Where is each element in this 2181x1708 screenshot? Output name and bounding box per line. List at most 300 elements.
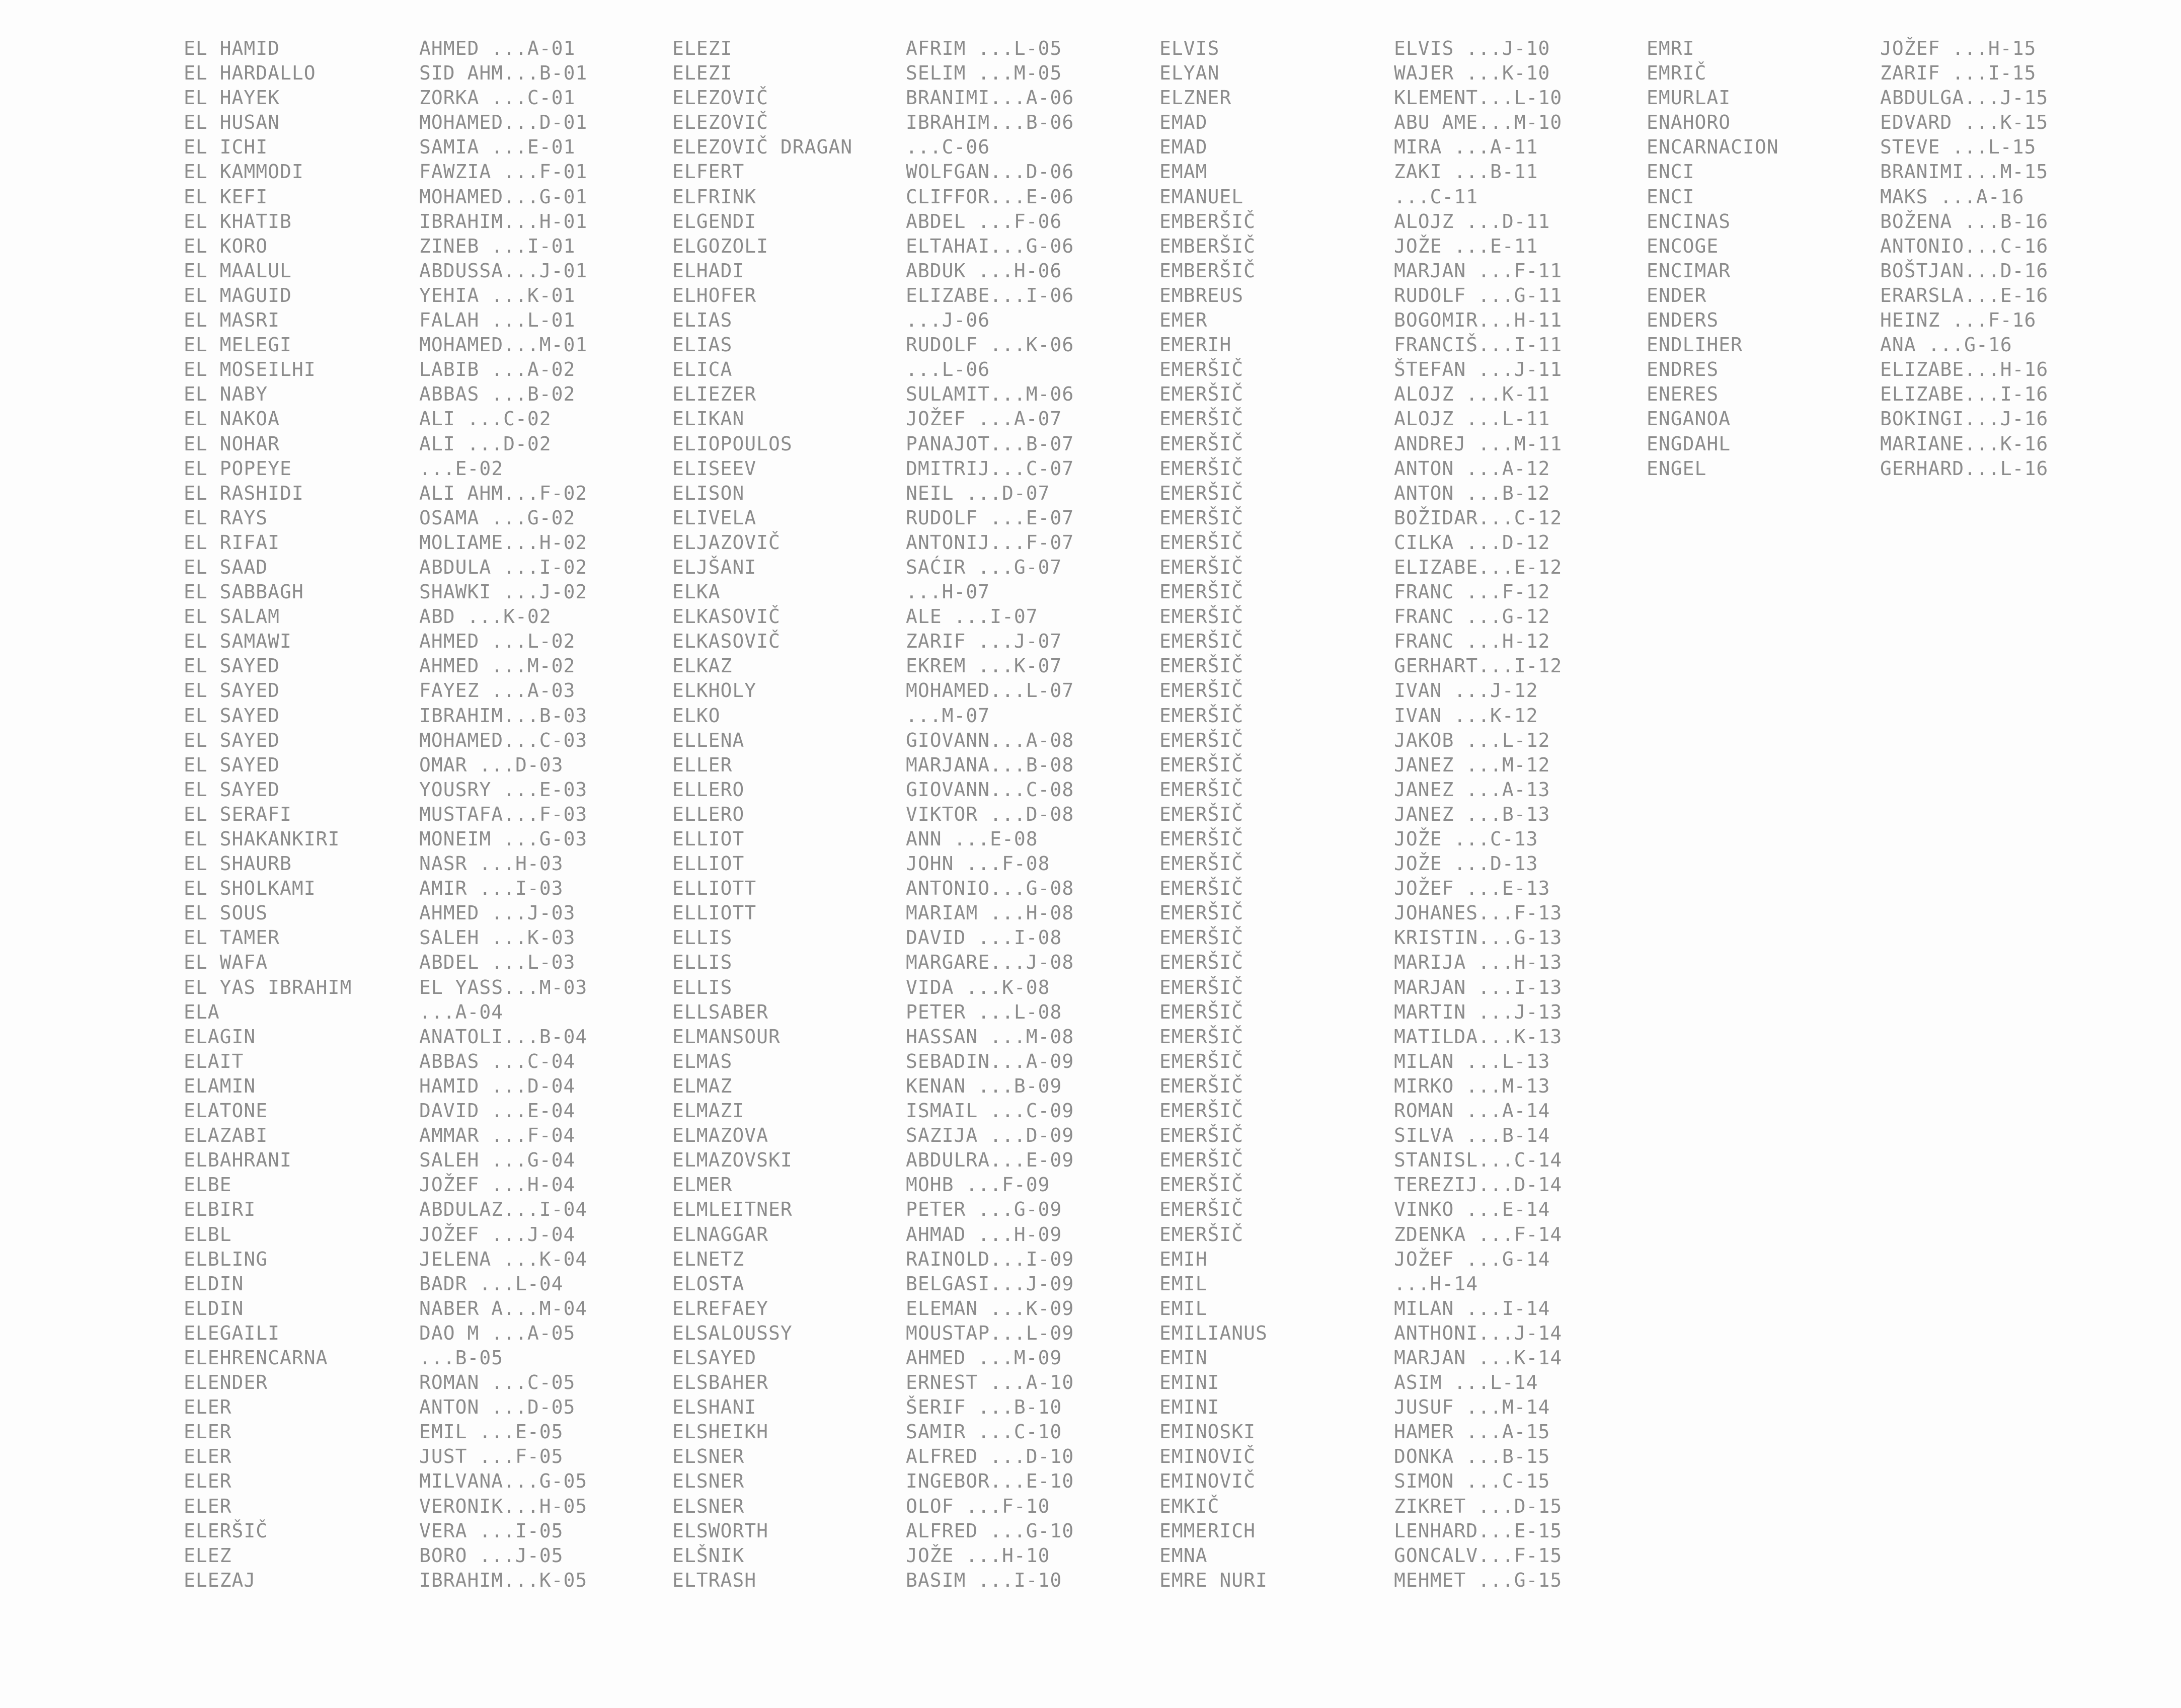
entry-cell: FRANC ...G-12 — [1394, 605, 1550, 628]
entry-cell: ELTAHAI...G-06 — [906, 235, 1074, 257]
surname-cell: EL KEFI — [184, 185, 268, 208]
entry-cell: ALOJZ ...L-11 — [1394, 408, 1550, 430]
surname-cell: ELTRASH — [672, 1569, 757, 1591]
surname-cell: EL MAALUL — [184, 259, 292, 282]
entry-cell: ANTON ...A-12 — [1394, 457, 1550, 480]
entry-cell: ELEMAN ...K-09 — [906, 1297, 1074, 1319]
surname-cell: ELA — [184, 1000, 220, 1023]
surname-cell: ELYAN — [1159, 62, 1220, 85]
surname-cell: ENDER — [1647, 284, 1707, 306]
entry-cell: DMITRIJ...C-07 — [906, 457, 1074, 480]
entry-cell: LENHARD...E-15 — [1394, 1519, 1563, 1542]
entry-cell: RAINOLD...I-09 — [906, 1248, 1074, 1270]
surname-cell: ELDIN — [184, 1272, 244, 1295]
surname-cell: ELJŠANI — [672, 556, 757, 578]
surname-cell: EMRE NURI — [1159, 1569, 1268, 1591]
entry-cell: MARJAN ...K-14 — [1394, 1346, 1563, 1369]
entry-cell: JUSUF ...M-14 — [1394, 1396, 1550, 1419]
surname-cell: EMERŠIČ — [1159, 951, 1244, 974]
entry-cell: JOŽE ...D-13 — [1394, 852, 1538, 875]
surname-cell: ELŠNIK — [672, 1544, 745, 1567]
surname-cell: EMAD — [1159, 111, 1208, 134]
entry-cell: AHMED ...L-02 — [419, 630, 576, 653]
entry-cell: HAMID ...D-04 — [419, 1074, 576, 1097]
surname-cell: ELMLEITNER — [672, 1198, 793, 1221]
entry-cell: AHMED ...A-01 — [419, 37, 576, 59]
surname-cell: ELICA — [672, 358, 733, 381]
surname-cell: EMAD — [1159, 136, 1208, 159]
entry-cell: MOHAMED...L-07 — [906, 679, 1074, 702]
entry-cell: ...H-14 — [1394, 1272, 1478, 1295]
surname-cell: EMAM — [1159, 161, 1208, 183]
entry-cell: ALI AHM...F-02 — [419, 482, 588, 504]
entry-cell: BOŠTJAN...D-16 — [1880, 259, 2049, 282]
surname-cell: EMRI — [1647, 37, 1695, 59]
surname-cell: EL TAMER — [184, 926, 280, 949]
surname-cell: ENGEL — [1647, 457, 1707, 480]
surname-cell: ELBL — [184, 1223, 232, 1246]
entry-cell: MONEIM ...G-03 — [419, 828, 588, 850]
entry-cell: ALOJZ ...K-11 — [1394, 383, 1550, 406]
entry-cell: BADR ...L-04 — [419, 1272, 564, 1295]
surname-cell: ELIVELA — [672, 506, 757, 529]
entry-cell: ALE ...I-07 — [906, 605, 1038, 628]
entry-cell: BASIM ...I-10 — [906, 1569, 1062, 1591]
entry-cell: MATILDA...K-13 — [1394, 1025, 1563, 1048]
entry-cell: ABDUSSA...J-01 — [419, 259, 588, 282]
surname-cell: ELLIOTT — [672, 902, 757, 924]
entry-cell: JOŽE ...E-11 — [1394, 235, 1538, 257]
entry-cell: JOŽEF ...H-04 — [419, 1174, 576, 1196]
surname-cell: EL MOSEILHI — [184, 358, 316, 381]
surname-cell: EL HARDALLO — [184, 62, 316, 85]
entry-cell: RUDOLF ...K-06 — [906, 334, 1074, 356]
surname-cell: EL WAFA — [184, 951, 268, 974]
entry-cell: ROMAN ...C-05 — [419, 1371, 576, 1394]
surname-cell: EMERŠIČ — [1159, 803, 1244, 825]
surname-cell: EL SHOLKAMI — [184, 877, 316, 900]
entry-cell: FAYEZ ...A-03 — [419, 679, 576, 702]
entry-cell: ELVIS ...J-10 — [1394, 37, 1550, 59]
entry-cell: ANN ...E-08 — [906, 828, 1038, 850]
entry-cell: BOŽENA ...B-16 — [1880, 210, 2049, 232]
entry-cell: ABDULRA...E-09 — [906, 1149, 1074, 1172]
entry-cell: SID AHM...B-01 — [419, 62, 588, 85]
entry-cell: MUSTAFA...F-03 — [419, 803, 588, 825]
entry-cell: ELIZABE...I-16 — [1880, 383, 2049, 406]
surname-cell: ELSWORTH — [672, 1519, 769, 1542]
entry-cell: AHMED ...M-09 — [906, 1346, 1062, 1369]
entry-cell: JOŽEF ...A-07 — [906, 408, 1062, 430]
entry-cell: KENAN ...B-09 — [906, 1074, 1062, 1097]
surname-cell: EMERŠIČ — [1159, 729, 1244, 751]
entry-cell: MOHAMED...G-01 — [419, 185, 588, 208]
entry-cell: CLIFFOR...E-06 — [906, 185, 1074, 208]
entry-cell: NABER A...M-04 — [419, 1297, 588, 1319]
entry-cell: SAZIJA ...D-09 — [906, 1124, 1074, 1147]
entry-cell: HAMER ...A-15 — [1394, 1421, 1550, 1443]
entry-cell: MOHAMED...M-01 — [419, 334, 588, 356]
entry-cell: AHMED ...M-02 — [419, 655, 576, 677]
entry-column-3 — [1394, 36, 1562, 1593]
surname-cell: ELEZAJ — [184, 1569, 256, 1591]
entry-cell: PETER ...G-09 — [906, 1198, 1062, 1221]
surname-cell: ELAIT — [184, 1050, 244, 1072]
entry-cell: ABDULGA...J-15 — [1880, 87, 2049, 109]
surname-cell: ELSHANI — [672, 1396, 757, 1419]
surname-cell: ELIAS — [672, 334, 733, 356]
entry-cell: PETER ...L-08 — [906, 1000, 1062, 1023]
surname-cell: EMERŠIČ — [1159, 852, 1244, 875]
surname-cell: ELIOPOULOS — [672, 432, 793, 455]
surname-cell: ELEZOVIČ — [672, 87, 769, 109]
entry-cell: AHMAD ...H-09 — [906, 1223, 1062, 1246]
entry-cell: JAKOB ...L-12 — [1394, 729, 1550, 751]
surname-cell: ELMANSOUR — [672, 1025, 781, 1048]
entry-cell: MOHAMED...D-01 — [419, 111, 588, 134]
entry-cell: JANEZ ...A-13 — [1394, 778, 1550, 801]
surname-cell: ELHADI — [672, 259, 745, 282]
surname-cell: EMERŠIČ — [1159, 877, 1244, 900]
surname-cell: ENDLIHER — [1647, 334, 1743, 356]
entry-cell: EKREM ...K-07 — [906, 655, 1062, 677]
entry-cell: GERHART...I-12 — [1394, 655, 1563, 677]
entry-cell: MOHB ...F-09 — [906, 1174, 1050, 1196]
entry-cell: OSAMA ...G-02 — [419, 506, 576, 529]
surname-cell: ELSNER — [672, 1495, 745, 1517]
entry-cell: RUDOLF ...E-07 — [906, 506, 1074, 529]
surname-cell: ELLIS — [672, 951, 733, 974]
surname-cell: ELLSABER — [672, 1000, 769, 1023]
surname-cell: EL SAYED — [184, 778, 280, 801]
surname-cell: ELSBAHER — [672, 1371, 769, 1394]
surname-column-4 — [1647, 36, 1779, 481]
entry-cell: IBRAHIM...H-01 — [419, 210, 588, 232]
entry-cell: ...B-05 — [419, 1346, 504, 1369]
entry-cell: ZAKI ...B-11 — [1394, 161, 1538, 183]
surname-cell: ELNAGGAR — [672, 1223, 769, 1246]
surname-cell: ELIAS — [672, 309, 733, 332]
entry-cell: INGEBOR...E-10 — [906, 1470, 1074, 1493]
surname-cell: EL HUSAN — [184, 111, 280, 134]
surname-cell: EL SAAD — [184, 556, 268, 578]
entry-cell: NEIL ...D-07 — [906, 482, 1050, 504]
entry-cell: IVAN ...K-12 — [1394, 704, 1538, 727]
entry-cell: SAĆIR ...G-07 — [906, 556, 1062, 578]
surname-cell: ELMAS — [672, 1050, 733, 1072]
entry-cell: ABDEL ...F-06 — [906, 210, 1062, 232]
entry-cell: FRANC ...H-12 — [1394, 630, 1550, 653]
surname-cell: ELMAZOVSKI — [672, 1149, 793, 1172]
surname-cell: EL SALAM — [184, 605, 280, 628]
entry-cell: ZIKRET ...D-15 — [1394, 1495, 1563, 1517]
surname-cell: EMERIH — [1159, 334, 1232, 356]
surname-column-2 — [672, 36, 852, 1593]
entry-cell: ALI ...C-02 — [419, 408, 552, 430]
entry-cell: BRANIMI...A-06 — [906, 87, 1074, 109]
entry-cell: IBRAHIM...K-05 — [419, 1569, 588, 1591]
entry-cell: RUDOLF ...G-11 — [1394, 284, 1563, 306]
entry-cell: GERHARD...L-16 — [1880, 457, 2049, 480]
entry-cell: DAO M ...A-05 — [419, 1322, 576, 1344]
surname-cell: EMNA — [1159, 1544, 1208, 1567]
entry-cell: PANAJOT...B-07 — [906, 432, 1074, 455]
surname-cell: ELSNER — [672, 1470, 745, 1493]
surname-cell: EMILIANUS — [1159, 1322, 1268, 1344]
surname-cell: ELKA — [672, 581, 721, 603]
surname-cell: EMIH — [1159, 1248, 1208, 1270]
entry-cell: ANA ...G-16 — [1880, 334, 2012, 356]
surname-cell: EL MELEGI — [184, 334, 292, 356]
entry-cell: MOHAMED...C-03 — [419, 729, 588, 751]
entry-cell: SELIM ...M-05 — [906, 62, 1062, 85]
entry-cell: ZORKA ...C-01 — [419, 87, 576, 109]
surname-cell: ELSAYED — [672, 1346, 757, 1369]
entry-cell: STANISL...C-14 — [1394, 1149, 1563, 1172]
entry-cell: YEHIA ...K-01 — [419, 284, 576, 306]
surname-cell: ELMAZOVA — [672, 1124, 769, 1147]
entry-cell: ALOJZ ...D-11 — [1394, 210, 1550, 232]
entry-cell: MAKS ...A-16 — [1880, 185, 2024, 208]
surname-cell: ELLER — [672, 753, 733, 776]
entry-cell: AMMAR ...F-04 — [419, 1124, 576, 1147]
surname-cell: ELLIS — [672, 926, 733, 949]
entry-cell: MEHMET ...G-15 — [1394, 1569, 1563, 1591]
entry-cell: ANTONIO...C-16 — [1880, 235, 2049, 257]
surname-cell: EMMERICH — [1159, 1519, 1256, 1542]
surname-cell: EL RASHIDI — [184, 482, 304, 504]
surname-cell: ELEHRENCARNA — [184, 1346, 328, 1369]
entry-cell: ABDULAZ...I-04 — [419, 1198, 588, 1221]
surname-cell: EMINOVIČ — [1159, 1445, 1256, 1468]
entry-cell: JOŽEF ...J-04 — [419, 1223, 576, 1246]
surname-cell: EL SHAKANKIRI — [184, 828, 340, 850]
surname-cell: EMBERŠIČ — [1159, 210, 1256, 232]
surname-cell: ELBIRI — [184, 1198, 256, 1221]
entry-cell: SALEH ...G-04 — [419, 1149, 576, 1172]
entry-cell: MILAN ...L-13 — [1394, 1050, 1550, 1072]
surname-cell: EMURLAI — [1647, 87, 1731, 109]
entry-cell: YOUSRY ...E-03 — [419, 778, 588, 801]
entry-column-2 — [906, 36, 1074, 1593]
entry-cell: ANATOLI...B-04 — [419, 1025, 588, 1048]
surname-cell: ELISON — [672, 482, 745, 504]
surname-cell: EL HAMID — [184, 37, 280, 59]
entry-cell: EDVARD ...K-15 — [1880, 111, 2049, 134]
entry-cell: ABDEL ...L-03 — [419, 951, 576, 974]
entry-cell: CILKA ...D-12 — [1394, 531, 1550, 554]
entry-cell: ELIZABE...I-06 — [906, 284, 1074, 306]
entry-cell: SEBADIN...A-09 — [906, 1050, 1074, 1072]
surname-cell: ELIEZER — [672, 383, 757, 406]
surname-cell: EL YAS IBRAHIM — [184, 976, 352, 998]
entry-cell: SIMON ...C-15 — [1394, 1470, 1550, 1493]
entry-cell: LABIB ...A-02 — [419, 358, 576, 381]
surname-cell: EMERŠIČ — [1159, 358, 1244, 381]
entry-cell: JOŽEF ...E-13 — [1394, 877, 1550, 900]
entry-cell: MILAN ...I-14 — [1394, 1297, 1550, 1319]
entry-cell: DAVID ...I-08 — [906, 926, 1062, 949]
entry-cell: ANDREJ ...M-11 — [1394, 432, 1563, 455]
surname-cell: EMBERŠIČ — [1159, 235, 1256, 257]
surname-cell: EMERŠIČ — [1159, 778, 1244, 801]
surname-cell: ELAZABI — [184, 1124, 268, 1147]
entry-cell: ANTHONI...J-14 — [1394, 1322, 1563, 1344]
entry-cell: STEVE ...L-15 — [1880, 136, 2037, 159]
surname-cell: EMERŠIČ — [1159, 581, 1244, 603]
entry-cell: ABBAS ...B-02 — [419, 383, 576, 406]
entry-cell: EL YASS...M-03 — [419, 976, 588, 998]
entry-cell: VIDA ...K-08 — [906, 976, 1050, 998]
entry-cell: TEREZIJ...D-14 — [1394, 1174, 1563, 1196]
surname-cell: ELHOFER — [672, 284, 757, 306]
entry-cell: AMIR ...I-03 — [419, 877, 564, 900]
surname-cell: ELFERT — [672, 161, 745, 183]
surname-cell: EMERŠIČ — [1159, 926, 1244, 949]
surname-cell: ENCI — [1647, 161, 1695, 183]
entry-cell: ...J-06 — [906, 309, 990, 332]
surname-cell: ENDERS — [1647, 309, 1719, 332]
surname-cell: ELFRINK — [672, 185, 757, 208]
entry-cell: ...E-02 — [419, 457, 504, 480]
surname-cell: ELEZ — [184, 1544, 232, 1567]
entry-cell: ERARSLA...E-16 — [1880, 284, 2049, 306]
entry-cell: SALEH ...K-03 — [419, 926, 576, 949]
surname-cell: ELVIS — [1159, 37, 1220, 59]
surname-cell: ELKO — [672, 704, 721, 727]
surname-cell: EMERŠIČ — [1159, 408, 1244, 430]
surname-cell: ELIKAN — [672, 408, 745, 430]
entry-cell: ZARIF ...J-07 — [906, 630, 1062, 653]
entry-cell: ABBAS ...C-04 — [419, 1050, 576, 1072]
surname-cell: EMINOVIČ — [1159, 1470, 1256, 1493]
surname-cell: ELKASOVIČ — [672, 605, 781, 628]
entry-cell: MOUSTAP...L-09 — [906, 1322, 1074, 1344]
surname-cell: EL SOUS — [184, 902, 268, 924]
entry-cell: FRANC ...F-12 — [1394, 581, 1550, 603]
entry-cell: ...M-07 — [906, 704, 990, 727]
surname-cell: EL KORO — [184, 235, 268, 257]
surname-column-3 — [1159, 36, 1268, 1593]
surname-cell: EMRIČ — [1647, 62, 1707, 85]
surname-cell: EMERŠIČ — [1159, 1149, 1244, 1172]
entry-cell: MIRA ...A-11 — [1394, 136, 1538, 159]
surname-cell: EMERŠIČ — [1159, 482, 1244, 504]
entry-cell: FRANCIŠ...I-11 — [1394, 334, 1563, 356]
surname-cell: EL NAKOA — [184, 408, 280, 430]
entry-cell: FAWZIA ...F-01 — [419, 161, 588, 183]
surname-cell: ELMAZI — [672, 1100, 745, 1122]
surname-cell: ELER — [184, 1421, 232, 1443]
surname-cell: ELLIOTT — [672, 877, 757, 900]
entry-cell: SHAWKI ...J-02 — [419, 581, 588, 603]
surname-cell: ELER — [184, 1396, 232, 1419]
surname-cell: ELZNER — [1159, 87, 1232, 109]
surname-cell: ELJAZOVIČ — [672, 531, 781, 554]
surname-cell: ELKAZ — [672, 655, 733, 677]
surname-cell: ENGANOA — [1647, 408, 1731, 430]
surname-cell: ELLENA — [672, 729, 745, 751]
entry-cell: ALFRED ...G-10 — [906, 1519, 1074, 1542]
surname-cell: EMERŠIČ — [1159, 976, 1244, 998]
surname-cell: ELBE — [184, 1174, 232, 1196]
surname-cell: EMERŠIČ — [1159, 506, 1244, 529]
surname-cell: ELMAZ — [672, 1074, 733, 1097]
entry-cell: JUST ...F-05 — [419, 1445, 564, 1468]
surname-cell: ELEZI — [672, 62, 733, 85]
surname-cell: ELGENDI — [672, 210, 757, 232]
surname-cell: EMERŠIČ — [1159, 383, 1244, 406]
surname-cell: EL MAGUID — [184, 284, 292, 306]
surname-cell: ELGOZOLI — [672, 235, 769, 257]
surname-cell: ELSALOUSSY — [672, 1322, 793, 1344]
entry-cell: ALI ...D-02 — [419, 432, 552, 455]
entry-cell: JOŽE ...H-10 — [906, 1544, 1050, 1567]
entry-cell: ...C-11 — [1394, 185, 1478, 208]
surname-cell: ELSHEIKH — [672, 1421, 769, 1443]
surname-cell: EL SHAURB — [184, 852, 292, 875]
surname-cell: ELSNER — [672, 1445, 745, 1468]
entry-cell: ANTON ...B-12 — [1394, 482, 1550, 504]
entry-cell: ŠTEFAN ...J-11 — [1394, 358, 1563, 381]
entry-cell: KLEMENT...L-10 — [1394, 87, 1563, 109]
entry-cell: ŠERIF ...B-10 — [906, 1396, 1062, 1419]
surname-cell: EL POPEYE — [184, 457, 292, 480]
entry-column-4 — [1880, 36, 2048, 481]
entry-cell: ALFRED ...D-10 — [906, 1445, 1074, 1468]
entry-cell: MARIAM ...H-08 — [906, 902, 1074, 924]
surname-cell: ELMER — [672, 1174, 733, 1196]
entry-cell: BORO ...J-05 — [419, 1544, 564, 1567]
entry-cell: IVAN ...J-12 — [1394, 679, 1538, 702]
surname-cell: ELREFAEY — [672, 1297, 769, 1319]
entry-cell: VERA ...I-05 — [419, 1519, 564, 1542]
surname-cell: ELKASOVIČ — [672, 630, 781, 653]
entry-cell: ASIM ...L-14 — [1394, 1371, 1538, 1394]
surname-cell: EMERŠIČ — [1159, 828, 1244, 850]
entry-cell: SAMIR ...C-10 — [906, 1421, 1062, 1443]
surname-cell: ELER — [184, 1445, 232, 1468]
surname-cell: ELOSTA — [672, 1272, 745, 1295]
entry-cell: AFRIM ...L-05 — [906, 37, 1062, 59]
surname-cell: ELEGAILI — [184, 1322, 280, 1344]
surname-cell: ELLIOT — [672, 828, 745, 850]
entry-cell: IBRAHIM...B-06 — [906, 111, 1074, 134]
surname-cell: ENCARNACION — [1647, 136, 1779, 159]
entry-cell: MARJANA...B-08 — [906, 753, 1074, 776]
surname-cell: ELISEEV — [672, 457, 757, 480]
entry-cell: GONCALV...F-15 — [1394, 1544, 1563, 1567]
surname-cell: EMIN — [1159, 1346, 1208, 1369]
entry-cell: SULAMIT...M-06 — [906, 383, 1074, 406]
entry-cell: FALAH ...L-01 — [419, 309, 576, 332]
surname-cell: EMERŠIČ — [1159, 1174, 1244, 1196]
entry-cell: ROMAN ...A-14 — [1394, 1100, 1550, 1122]
surname-cell: ELDIN — [184, 1297, 244, 1319]
surname-cell: ENCI — [1647, 185, 1695, 208]
surname-cell: EMERŠIČ — [1159, 1050, 1244, 1072]
entry-cell: EMIL ...E-05 — [419, 1421, 564, 1443]
surname-cell: EMERŠIČ — [1159, 531, 1244, 554]
surname-cell: EMERŠIČ — [1159, 902, 1244, 924]
entry-cell: OLOF ...F-10 — [906, 1495, 1050, 1517]
entry-cell: ELIZABE...E-12 — [1394, 556, 1563, 578]
surname-cell: EMKIČ — [1159, 1495, 1220, 1517]
surname-cell: EMANUEL — [1159, 185, 1244, 208]
entry-cell: ZARIF ...I-15 — [1880, 62, 2037, 85]
surname-cell: EL MASRI — [184, 309, 280, 332]
surname-cell: EL SAYED — [184, 679, 280, 702]
